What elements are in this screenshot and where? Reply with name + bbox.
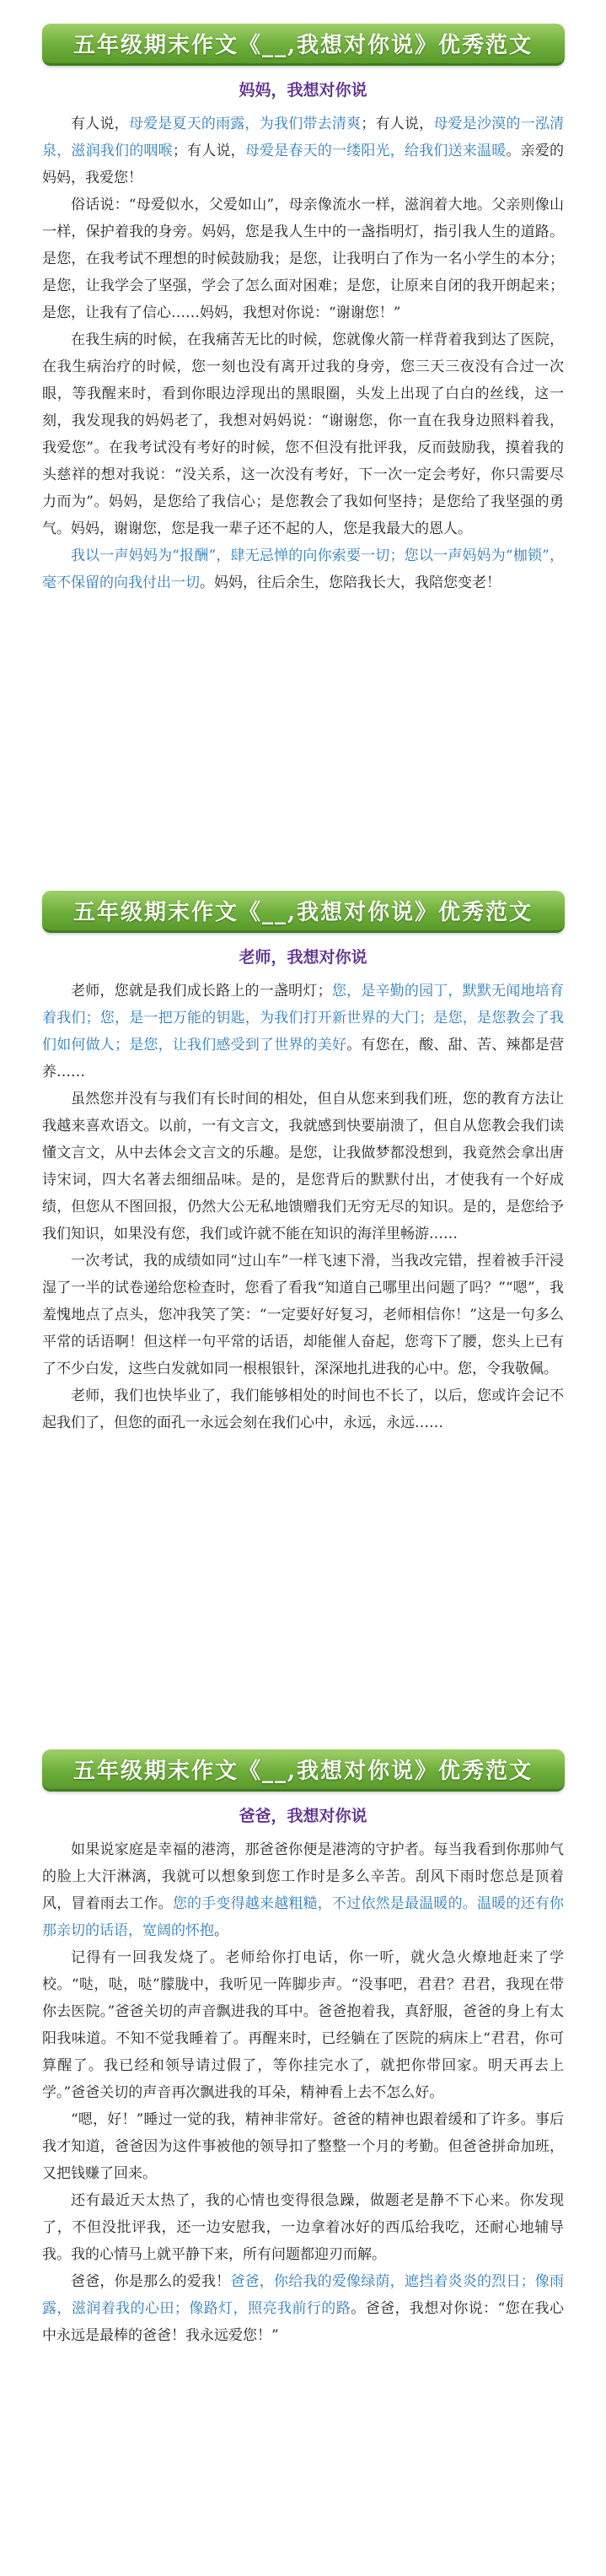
paragraph-text: 虽然您并没有与我们有长时间的相处，但自从您来到我们班，您的教育方法让我越来喜欢语文。以前，一有文言文，我就感到快要崩溃了，但自从您教会我们读懂文言文，从中去体会文言文的乐趣。是您，让我做梦都没想到，我竟然会拿出唐诗宋词，四大名著去细细品味。是的，是您背后的默默付出，才使我有一个好成绩，但您从不图回报，仍然大公无私地馈赠我们无穷无尽的知识。是的，是您给予我们知识，如果没有您，我们或许就不能在知识的海洋里畅游…… (42, 1091, 564, 1242)
essay-body (42, 1836, 564, 2349)
essay-section-dad (0, 1749, 606, 2349)
paragraph-text: 。爸爸，我想对你说：“您在我心中永远是最棒的爸爸！我永远爱您！” (42, 2300, 564, 2344)
essay-paragraph (42, 1944, 564, 2106)
essay-paragraph (42, 1248, 564, 1382)
highlighted-text: 您的手变得越来越粗糙，不过依然是最温暖的。温暖的还有你那亲切的话语，宽阔的怀抱 (42, 1895, 565, 1939)
highlighted-text: 您，是辛勤的园丁，默默无闻地培育着我们；您，是一把万能的钥匙，为我们打开新世界的大门；是您，是您教会了我们如何做人；是您，让我们感受到了世界的美好 (42, 983, 565, 1054)
highlighted-text: 母爱是春天的一缕阳光，给我们送来温暖 (244, 143, 507, 159)
section-banner: 五年级期末作文《__,我想对你说》优秀范文 (42, 891, 565, 933)
highlighted-text: 我以一声妈妈为“报酬”，肆无忌惮的向你索要一切；您以一声妈妈为“枷锁”，毫不保留的向我付出一切 (42, 547, 564, 591)
essay-body (42, 978, 564, 1436)
essay-paragraph (42, 2106, 564, 2187)
paragraph-text: ；有人说， (172, 143, 245, 159)
essay-paragraph (42, 191, 564, 326)
essay-section-mom (0, 24, 606, 596)
essay-paragraph (42, 978, 564, 1086)
paragraph-text: 在我生病的时候，在我痛苦无比的时候，您就像火箭一样背着我到达了医院，在我生病治疗的时候，您一刻也没有离开过我的身旁，您三天三夜没有合过一次眼，等我醒来时，看到你眼边浮现出的黑眼圈，头发上出现了白白的丝线，这一刻，我发现我的妈妈老了，我想对妈妈说：“谢谢您，你一直在我身边照料着我，我爱您”。在我考试没有考好的时候，您不但没有批评我，反而鼓励我，摸着我的头慈祥的想对我说：“没关系，这一次没有考好，下一次一定会考好，你只需要尽力而为”。妈妈，是您给了我信心；是您教会了我如何坚持；是您给了我坚强的勇气。妈妈，谢谢您，您是我一辈子还不起的人，您是我最大的恩人。 (42, 331, 564, 537)
highlighted-text: 爸爸，你给我的爱像绿荫，遮挡着炎炎的烈日；像雨露，滋润着我的心田；像路灯，照亮我前行的路 (42, 2273, 565, 2317)
paragraph-text: 爸爸，你是那么的爱我！ (71, 2273, 231, 2290)
essay-title: 爸爸，我想对你说 (239, 1807, 367, 1825)
essay-paragraph (42, 326, 564, 542)
essay-body (42, 110, 564, 596)
paragraph-text: “嗯，好！”睡过一觉的我，精神非常好。爸爸的精神也跟着缓和了许多。事后我才知道，爸爸因为这件事被他的领导扣了整整一个月的考勤。但爸爸拼命加班，又把钱赚了回来。 (42, 2111, 564, 2182)
paragraph-text: 。有您在，酸、甜、苦、辣都是营养…… (42, 1037, 565, 1081)
paragraph-text: 。 (214, 1922, 228, 1939)
essay-title: 妈妈，我想对你说 (239, 81, 367, 100)
paragraph-text: 如果说家庭是幸福的港湾，那爸爸你便是港湾的守护者。每当我看到你那帅气的脸上大汗淋漓，我就可以想象到您工作时是多么辛苦。刮风下雨时您总是顶着风，冒着雨去工作。 (42, 1841, 564, 1912)
paragraph-text: 。妈妈，往后余生，您陪我长大，我陪您变老！ (200, 574, 501, 591)
highlighted-text: 母爱是夏天的雨露，为我们带去清爽 (128, 116, 362, 132)
essay-paragraph (42, 2268, 564, 2349)
paragraph-text: 记得有一回我发烧了。老师给你打电话，你一听，就火急火燎地赶来了学校。“哒，哒，哒”朦胧中，我听见一阵脚步声。“没事吧，君君？君君，我现在带你去医院。”爸爸关切的声音飘进我的耳中。爸爸抱着我，真舒服，爸爸的身上有太阳我味道。不知不觉我睡着了。再醒来时，已经躺在了医院的病床上“君君，你可算醒了。我已经和领导请过假了，等你挂完水了，就把你带回家。明天再去上学。”爸爸关切的声音再次飘进我的耳朵，精神看上去不怎么好。 (42, 1949, 564, 2101)
essay-paragraph (42, 2187, 564, 2268)
essay-paragraph (42, 542, 564, 596)
section-banner: 五年级期末作文《__,我想对你说》优秀范文 (42, 1749, 565, 1792)
essay-section-teacher (0, 891, 606, 1436)
paragraph-text: 俗话说：“母爱似水，父爱如山”，母亲像流水一样，滋润着大地。父亲则像山一样，保护着我的身旁。妈妈，您是我人生中的一盏指明灯，指引我人生的道路。是您，在我考试不理想的时候鼓励我；是您，让我明白了作为一名小学生的本分；是您，让我学会了坚强，学会了怎么面对困难；是您，让原来自闭的我开朗起来；是您，让我有了信心……妈妈，我想对你说：“谢谢您！” (42, 197, 564, 321)
essay-paragraph (42, 1836, 564, 1944)
paragraph-text: 还有最近天太热了，我的心情也变得很急躁，做题老是静不下心来。你发现了，不但没批评我，还一边安慰我，一边拿着冰好的西瓜给我吃，还耐心地辅导我。我的心情马上就平静下来，所有问题都迎刃而解。 (42, 2192, 564, 2263)
essay-paragraph (42, 110, 564, 191)
paragraph-text: 。亲爱的妈妈，我爱您！ (42, 143, 565, 186)
section-banner: 五年级期末作文《__,我想对你说》优秀范文 (42, 24, 565, 66)
essay-paragraph (42, 1382, 564, 1436)
highlighted-text: 母爱是沙漠的一泓清泉，滋润我们的咽喉 (42, 116, 565, 159)
paragraph-text: ；有人说， (361, 116, 434, 132)
essay-paragraph (42, 1086, 564, 1248)
paragraph-text: 有人说， (71, 116, 129, 132)
essay-title: 老师，我想对你说 (239, 948, 367, 967)
paragraph-text: 一次考试，我的成绩如同“过山车”一样飞速下滑，当我改完错，捏着被手汗浸湿了一半的试卷递给您检查时，您看了看我“知道自己哪里出问题了吗？”“嗯”，我羞愧地点了点头，您冲我笑了笑：“一定要好好复习，老师相信你！”这是一句多么平常的话语啊！但这样一句平常的话语，却能催人奋起，您弯下了腰，您头上已有了不少白发，这些白发就如同一根根银针，深深地扎进我的心中。您，令我敬佩。 (42, 1253, 564, 1377)
paragraph-text: 老师，我们也快毕业了，我们能够相处的时间也不长了，以后，您或许会记不起我们了，但您的面孔一永远会刻在我们心中，永远，永远…… (42, 1388, 564, 1431)
paragraph-text: 老师，您就是我们成长路上的一盏明灯； (71, 983, 332, 1000)
